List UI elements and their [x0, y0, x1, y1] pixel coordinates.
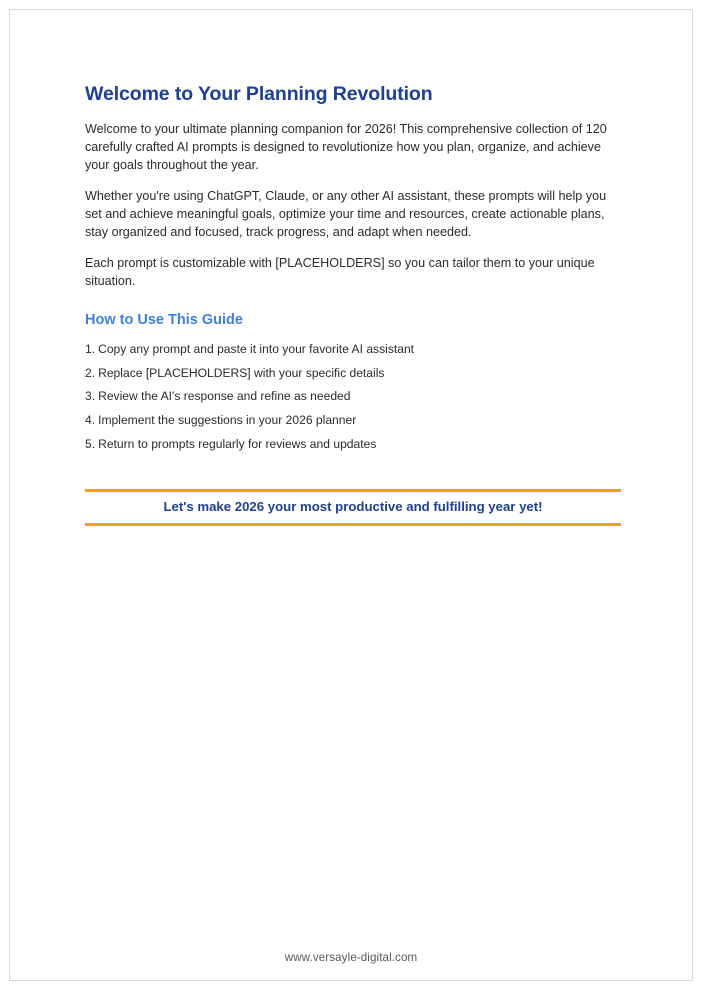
- page-title: Welcome to Your Planning Revolution: [85, 83, 433, 105]
- document-page: [9, 9, 693, 981]
- page-footer: [10, 948, 692, 966]
- list-item: [85, 437, 621, 453]
- step-text: Copy any prompt and paste it into your favorite AI assistant: [98, 341, 415, 356]
- footer-website-url: www.versayle-digital.com: [284, 951, 418, 964]
- highlight-callout-box: [85, 489, 621, 526]
- intro-paragraph-2: Whether you're using ChatGPT, Claude, or any other AI assistant, these prompts will help you set and achieve meaningful goals, optimize your time and resources, create actionable plans, stay organized and focused, track progress, and adapt when needed.: [85, 189, 607, 239]
- document-content: [85, 83, 621, 460]
- how-to-use-steps-list: [85, 342, 621, 453]
- step-number: 1.: [85, 341, 96, 356]
- section-heading-how-to-use: How to Use This Guide: [85, 312, 243, 329]
- list-item: [85, 342, 621, 358]
- list-item: [85, 366, 621, 382]
- step-number: 3.: [85, 389, 96, 404]
- step-text: Replace [PLACEHOLDERS] with your specific details: [98, 365, 385, 380]
- intro-paragraph-3: Each prompt is customizable with [PLACEHOLDERS] so you can tailor them to your unique situation.: [85, 255, 595, 288]
- step-text: Return to prompts regularly for reviews and updates: [98, 436, 377, 451]
- step-text: Implement the suggestions in your 2026 planner: [98, 412, 357, 427]
- list-item: [85, 389, 621, 405]
- callout-text: Let's make 2026 your most productive and fulfilling year yet!: [163, 499, 543, 514]
- intro-paragraph-1: Welcome to your ultimate planning companion for 2026! This comprehensive collection of 120 carefully crafted AI prompts is designed to revolutionize how you plan, organize, and achieve your goals throughout the year.: [85, 122, 607, 173]
- list-item: [85, 413, 621, 429]
- step-text: Review the AI's response and refine as needed: [98, 389, 351, 404]
- step-number: 2.: [85, 365, 96, 380]
- step-number: 4.: [85, 412, 96, 427]
- step-number: 5.: [85, 436, 96, 451]
